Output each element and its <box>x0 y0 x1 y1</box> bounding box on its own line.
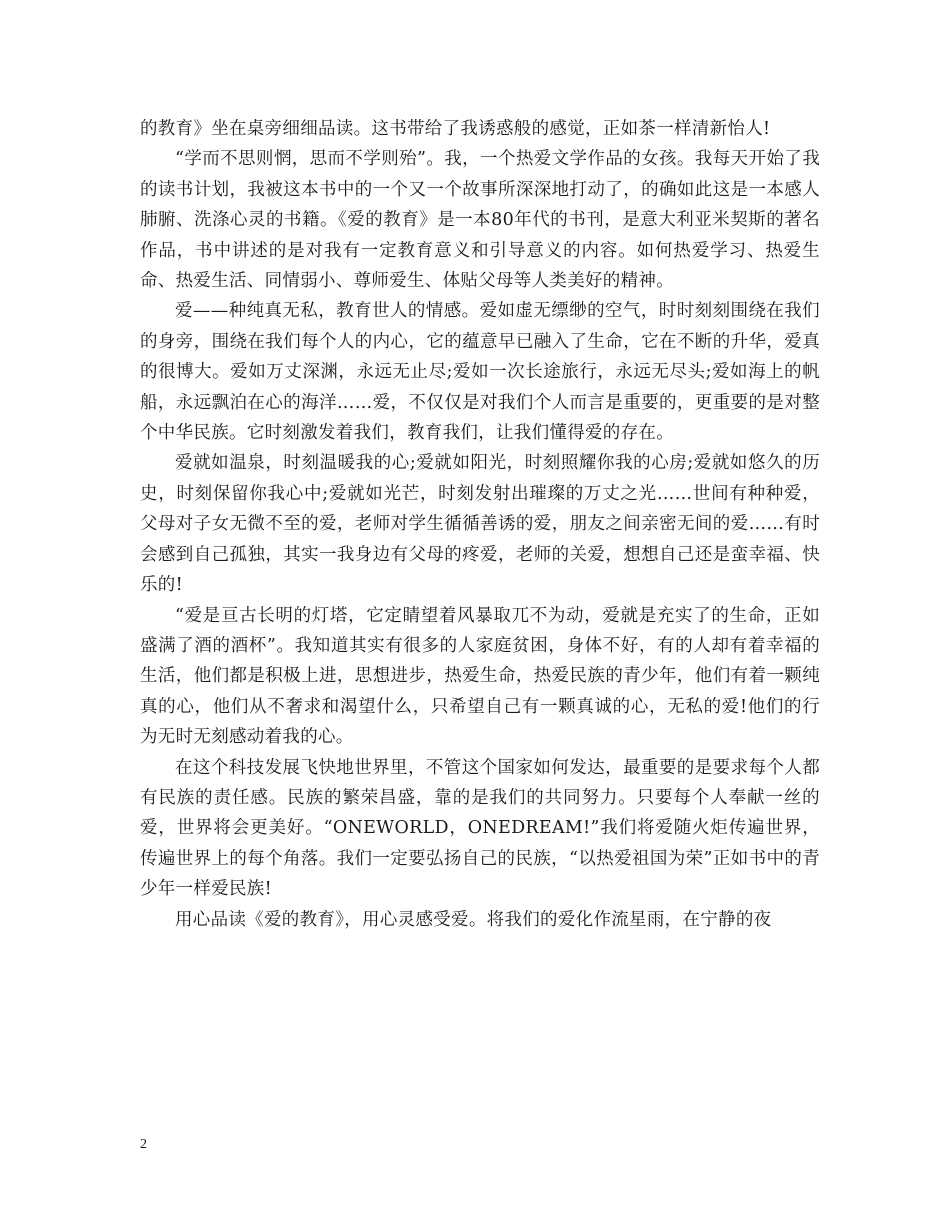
body-text <box>140 114 820 935</box>
paragraph-3: 爱——种纯真无私，教育世人的情感。爱如虚无缥缈的空气，时时刻刻围绕在我们的身旁，围绕在我们每个人的内心，它的蕴意早已融入了生命，它在不断的升华，爱真的很博大。爱如万丈深渊，永远无止尽;爱如一次长途旅行，永远无尽头;爱如海上的帆船，永远飘泊在心的海洋……爱，不仅仅是对我们个人而言是重要的，更重要的是对整个中华民族。它时刻激发着我们，教育我们，让我们懂得爱的存在。 <box>140 301 820 444</box>
paragraph-2: “学而不思则惘，思而不学则殆”。我，一个热爱文学作品的女孩。我每天开始了我的读书计划，我被这本书中的一个又一个故事所深深地打动了，的确如此这是一本感人肺腑、洗涤心灵的书籍。《爱的教育》是一本80年代的书刊，是意大利亚米契斯的著名作品，书中讲述的是对我有一定教育意义和引导意义的内容。如何热爱学习、热爱生命、热爱生活、同情弱小、尊师爱生、体贴父母等人类美好的精神。 <box>140 149 820 292</box>
paragraph-6: 在这个科技发展飞快地世界里，不管这个国家如何发达，最重要的是要求每个人都有民族的责任感。民族的繁荣昌盛，靠的是我们的共同努力。只要每个人奉献一丝的爱，世界将会更美好。“ONEWORLD，ONEDREAM!”我们将爱随火炬传遍世界，传遍世界上的每个角落。我们一定要弘扬自己的民族，“以热爱祖国为荣”正如书中的青少年一样爱民族! <box>140 757 820 900</box>
paragraph-5: “爱是亘古长明的灯塔，它定睛望着风暴取兀不为动，爱就是充实了的生命，正如盛满了酒的酒杯”。我知道其实有很多的人家庭贫困，身体不好，有的人却有着幸福的生活，他们都是积极上进，思想进步，热爱生命，热爱民族的青少年，他们有着一颗纯真的心，他们从不奢求和渴望什么，只希望自己有一颗真诚的心，无私的爱!他们的行为无时无刻感动着我的心。 <box>140 605 820 748</box>
paragraph-1: 的教育》坐在桌旁细细品读。这书带给了我诱惑般的感觉，正如茶一样清新怡人! <box>140 119 771 139</box>
paragraph-4: 爱就如温泉，时刻温暖我的心;爱就如阳光，时刻照耀你我的心房;爱就如悠久的历史，时刻保留你我心中;爱就如光芒，时刻发射出璀璨的万丈之光……世间有种种爱，父母对子女无微不至的爱，老师对学生循循善诱的爱，朋友之间亲密无间的爱……有时会感到自己孤独，其实一我身边有父母的疼爱，老师的关爱，想想自己还是蛮幸福、快乐的! <box>140 453 820 596</box>
page-number: 2 <box>140 1137 147 1152</box>
paragraph-7: 用心品读《爱的教育》，用心灵感受爱。将我们的爱化作流星雨，在宁静的夜 <box>175 909 772 930</box>
